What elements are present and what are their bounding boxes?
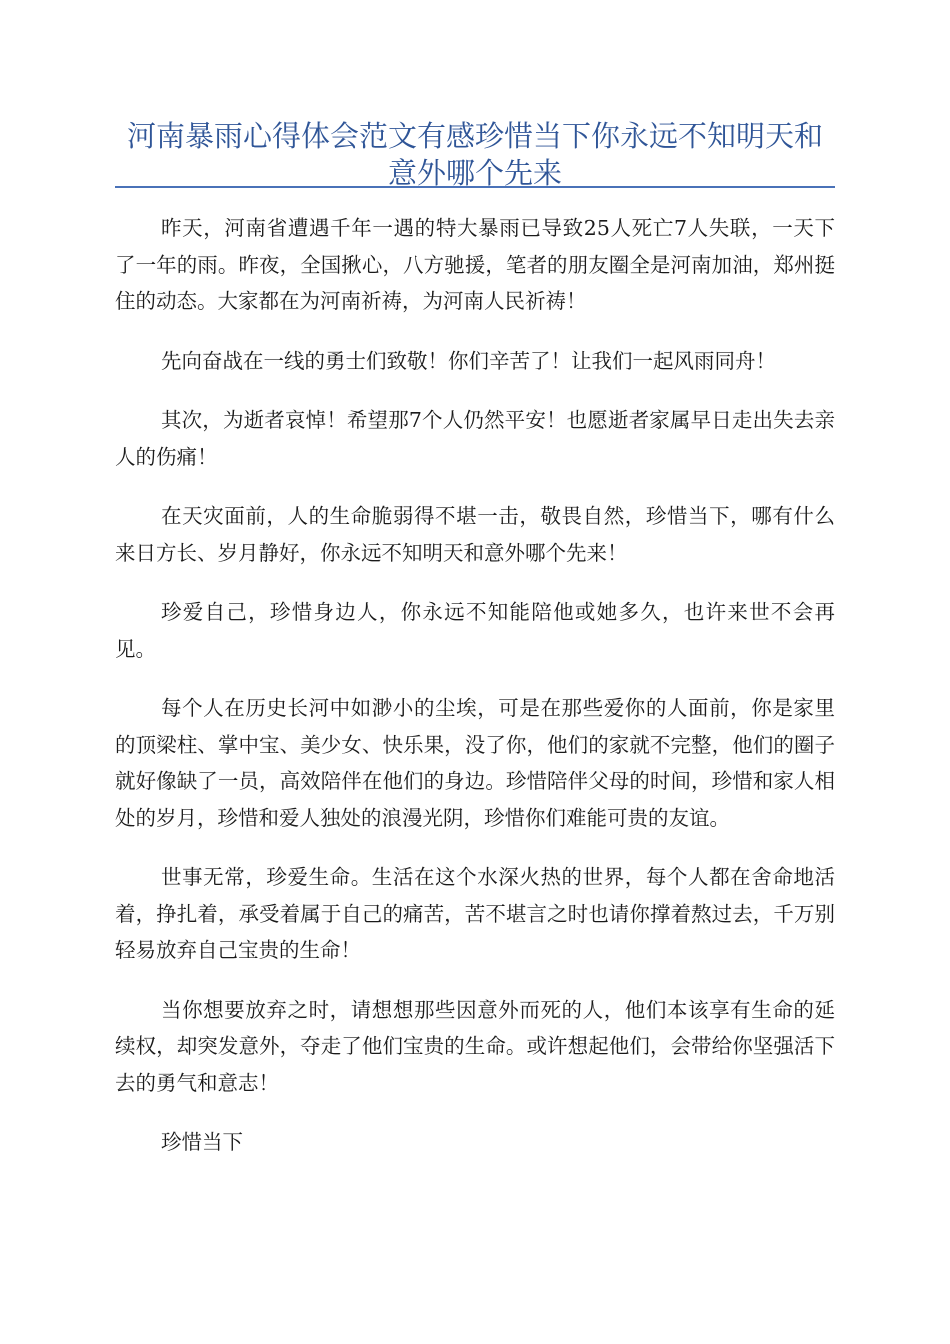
paragraph-2: 先向奋战在一线的勇士们致敬！你们辛苦了！让我们一起风雨同舟！: [161, 348, 776, 373]
paragraph-9: 珍惜当下: [161, 1130, 243, 1154]
paragraph-1: 昨天，河南省遭遇千年一遇的特大暴雨已导致25人死亡7人失联，一天下了一年的雨。昨夜，全国揪心，八方驰援，笔者的朋友圈全是河南加油，郑州挺住的动态。大家都在为河南祈祷，为河南人民祈祷！: [115, 216, 835, 313]
document-body: [115, 210, 835, 1184]
paragraph-8: 当你想要放弃之时，请想想那些因意外而死的人，他们本该享有生命的延续权，却突发意外，夺走了他们宝贵的生命。或许想起他们，会带给你坚强活下去的勇气和意志！: [115, 997, 835, 1095]
paragraph-4: 在天灾面前，人的生命脆弱得不堪一击，敬畏自然，珍惜当下，哪有什么来日方长、岁月静好，你永远不知明天和意外哪个先来！: [115, 504, 835, 565]
paragraph-3: 其次，为逝者哀悼！希望那7个人仍然平安！也愿逝者家属早日走出失去亲人的伤痛！: [115, 408, 835, 469]
paragraph-5: 珍爱自己，珍惜身边人，你永远不知能陪他或她多久，也许来世不会再见。: [115, 600, 835, 661]
page-title: 河南暴雨心得体会范文有感珍惜当下你永远不知明天和意外哪个先来: [126, 119, 823, 190]
paragraph-7: 世事无常，珍爱生命。生活在这个水深火热的世界，每个人都在舍命地活着，挣扎着，承受着属于自己的痛苦，苦不堪言之时也请你撑着熬过去，千万别轻易放弃自己宝贵的生命！: [115, 865, 835, 962]
title-underline: [115, 186, 835, 188]
title-block: [115, 118, 835, 192]
paragraph-6: 每个人在历史长河中如渺小的尘埃，可是在那些爱你的人面前，你是家里的顶梁柱、掌中宝、美少女、快乐果，没了你，他们的家就不完整，他们的圈子就好像缺了一员，高效陪伴在他们的身边。珍惜陪伴父母的时间，珍惜和家人相处的岁月，珍惜和爱人独处的浪漫光阴，珍惜你们难能可贵的友谊。: [115, 696, 835, 830]
